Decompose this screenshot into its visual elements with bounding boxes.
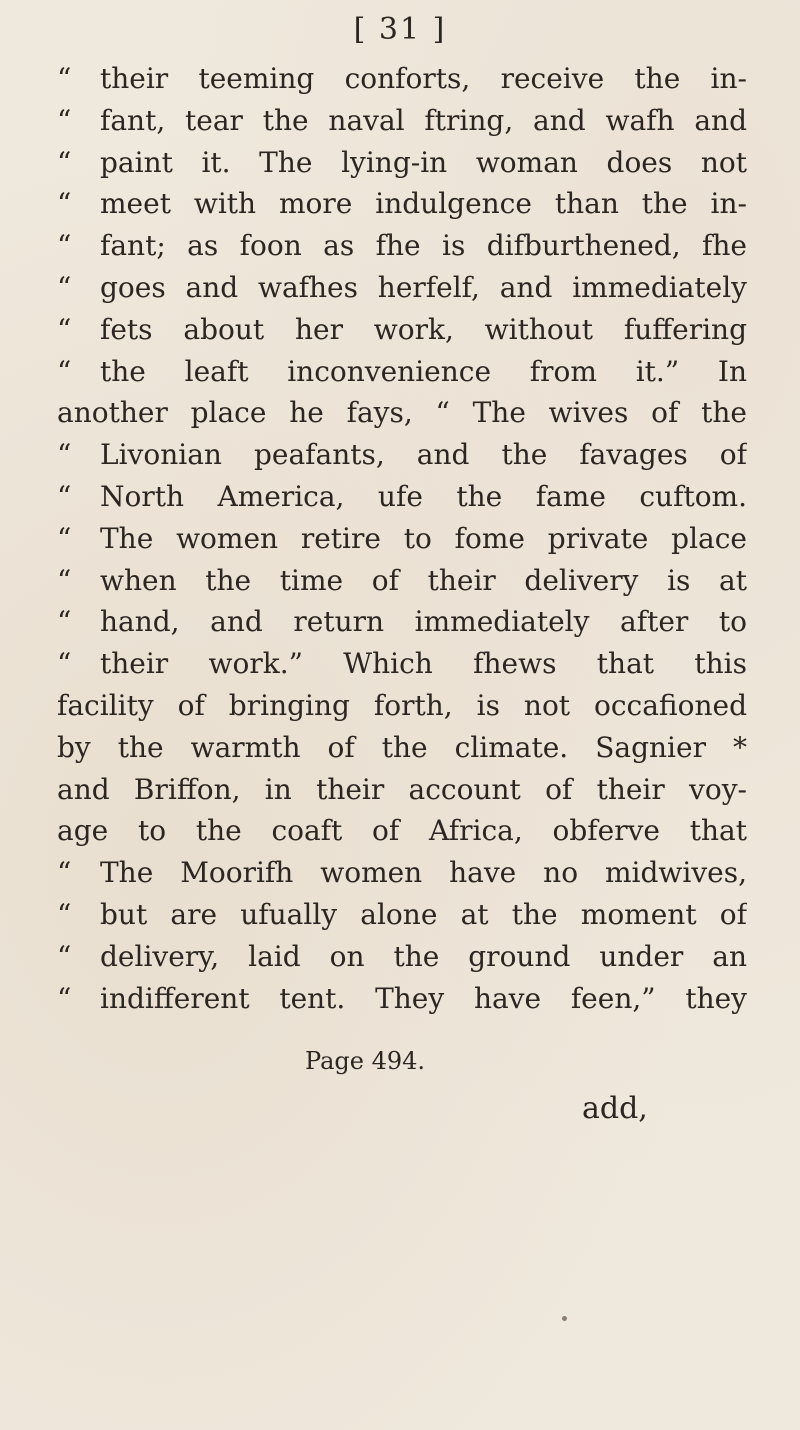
text-line (57, 434, 747, 476)
quote-mark: “ (57, 145, 72, 179)
text-line (57, 100, 747, 142)
line-text: another place he fays, “ The wives of the (57, 396, 747, 430)
quote-mark: “ (57, 312, 72, 346)
quote-mark: “ (57, 438, 72, 472)
text-line (57, 560, 747, 602)
line-text: Livonian peafants, and the favages of (100, 438, 747, 472)
quote-mark: “ (57, 354, 72, 388)
text-line (57, 601, 747, 643)
text-line (57, 727, 747, 769)
line-text: The women retire to fome private place (100, 521, 747, 555)
line-text: hand, and return immediately after to (100, 605, 747, 639)
quote-mark: “ (57, 897, 72, 931)
catchword: add, (582, 1091, 648, 1126)
line-text: fant, tear the naval ftring, and wafh and (100, 103, 747, 137)
line-text: facility of bringing forth, is not occafioned (57, 688, 747, 722)
text-line (57, 267, 747, 309)
line-text: North America, ufe the fame cuftom. (100, 479, 747, 513)
quote-mark: “ (57, 103, 72, 137)
text-line (57, 58, 747, 100)
line-text: meet with more indulgence than the in- (100, 187, 747, 221)
line-text: indifferent tent. They have feen,” they (100, 981, 747, 1015)
text-line (57, 309, 747, 351)
ink-speck (562, 1316, 567, 1321)
line-text: goes and wafhes herfelf, and immediately (100, 270, 747, 304)
line-text: but are ufually alone at the moment of (100, 897, 747, 931)
line-text: age to the coaft of Africa, obferve that (57, 814, 747, 848)
quote-mark: “ (57, 62, 72, 95)
line-text: the leaft inconvenience from it.” In (100, 354, 747, 388)
text-line (57, 769, 747, 811)
quote-mark: “ (57, 563, 72, 597)
quote-mark: “ (57, 521, 72, 555)
line-text: paint it. The lying-in woman does not (100, 145, 747, 179)
quote-mark: “ (57, 187, 72, 221)
quote-mark: “ (57, 270, 72, 304)
text-line (57, 351, 747, 393)
text-line (57, 852, 747, 894)
text-line (57, 142, 747, 184)
text-line (57, 643, 747, 685)
text-line (57, 392, 747, 434)
quote-mark: “ (57, 939, 72, 973)
text-line (57, 810, 747, 852)
line-text: The Moorifh women have no midwives, (100, 856, 747, 890)
line-text: delivery, laid on the ground under an (100, 939, 747, 973)
text-line (57, 685, 747, 727)
text-line (57, 894, 747, 936)
text-line (57, 476, 747, 518)
text-line (57, 936, 747, 978)
quote-mark: “ (57, 856, 72, 890)
line-text: by the warmth of the climate. Sagnier * (57, 730, 747, 764)
text-line (57, 183, 747, 225)
quote-mark: “ (57, 605, 72, 639)
quote-mark: “ (57, 479, 72, 513)
line-text: fant; as foon as fhe is difburthened, fhe (100, 229, 747, 263)
line-text: and Briffon, in their account of their voy- (57, 772, 747, 806)
quote-mark: “ (57, 647, 72, 681)
text-line (57, 518, 747, 560)
page-number-header: [ 31 ] (353, 12, 447, 47)
text-line (57, 225, 747, 267)
line-text: when the time of their delivery is at (100, 563, 747, 597)
line-text: fets about her work, without fuffering (100, 312, 747, 346)
footnote: Page 494. (305, 1047, 426, 1075)
line-text: their teeming conforts, receive the in- (100, 62, 747, 95)
body-text (57, 58, 747, 1019)
text-line (57, 978, 747, 1020)
line-text: their work.” Which fhews that this (100, 647, 747, 681)
quote-mark: “ (57, 981, 72, 1015)
quote-mark: “ (57, 229, 72, 263)
